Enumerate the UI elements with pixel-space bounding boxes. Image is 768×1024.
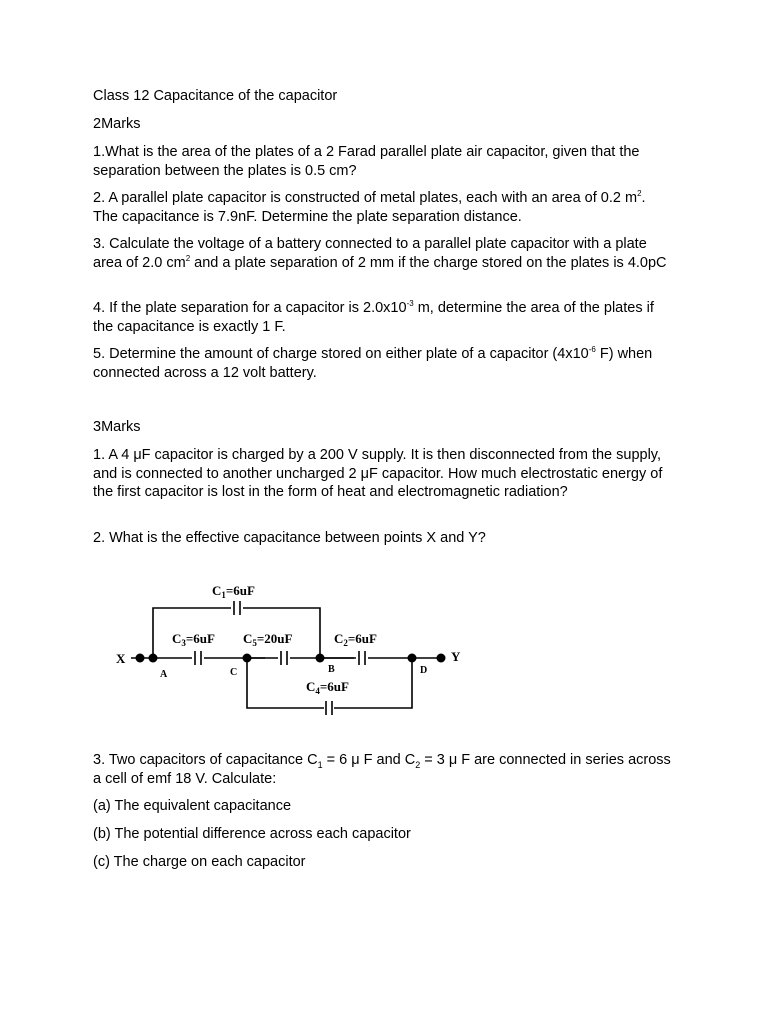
node-d-dot: [408, 654, 417, 663]
question-3m-2: 2. What is the effective capacitance between points X and Y?: [93, 530, 486, 546]
question-2m-2: 2. A parallel plate capacitor is constructed of metal plates, each with an area of 0.2 $m^2$. The capacitance is 7.9nF. Determine the plate separation distance.: [93, 189, 646, 225]
c2-label: $C_2=6uF$: [334, 631, 377, 648]
c4-label: $C_4=6uF$: [306, 679, 349, 696]
section-heading-2marks: 2Marks: [93, 116, 141, 132]
section-heading-3marks: 3Marks: [93, 419, 141, 435]
question-3m-3-part-b: (b) The potential difference across each capacitor: [93, 826, 411, 842]
node-d-label: D: [420, 665, 428, 676]
node-b-dot: [316, 654, 325, 663]
node-c-dot: [243, 654, 252, 663]
c5-label: $C_5=20uF$: [243, 631, 293, 648]
node-y-label: Y: [451, 649, 461, 664]
node-x-dot: [136, 654, 145, 663]
question-3m-1: 1. A 4 μF capacitor is charged by a 200 V supply. It is then disconnected from the supply, and is connected to another uncharged 2 μF capacitor. How much electrostatic energy of the first capacitor is lost in the form of heat and electromagnetic radiation?: [93, 447, 663, 500]
node-x-label: X: [116, 651, 126, 666]
question-2m-1: 1.What is the area of the plates of a 2 Farad parallel plate air capacitor, given that the separation between the plates is 0.5 cm?: [93, 144, 640, 179]
c1-label: $C_1=6uF$: [212, 583, 255, 600]
document-title: Class 12 Capacitance of the capacitor: [93, 88, 338, 104]
question-3m-3: 3. Two capacitors of capacitance $C_1 = 6$ μ F and $C_2 = 3$ μ F are connected in series across a cell of emf 18 V. Calculate:: [93, 752, 671, 787]
question-3m-3-part-a: (a) The equivalent capacitance: [93, 798, 292, 814]
node-b-label: B: [328, 664, 335, 675]
question-3m-3-part-c: (c) The charge on each capacitor: [93, 854, 306, 870]
question-2m-5: 5. Determine the amount of charge stored on either plate of a capacitor ($4x10^{-6}$ F) when connected across a 12 volt battery.: [93, 345, 653, 381]
node-y-dot: [437, 654, 446, 663]
question-2m-4: 4. If the plate separation for a capacitor is $2.0x10^{-3}$ m, determine the area of the plates if the capacitance is exactly 1 F.: [93, 299, 654, 335]
circuit-wires: [131, 608, 441, 708]
question-2m-3: 3. Calculate the voltage of a battery connected to a parallel plate capacitor with a plate area of 2.0 $cm^2$ and a plate separation of 2 mm if the charge stored on the plates is 4.0pC: [93, 236, 667, 271]
node-a-label: A: [160, 669, 168, 680]
capacitor-circuit-diagram: [110, 578, 470, 718]
node-a-dot: [149, 654, 158, 663]
node-c-label: C: [230, 667, 238, 678]
c3-label: $C_3=6uF$: [172, 631, 215, 648]
